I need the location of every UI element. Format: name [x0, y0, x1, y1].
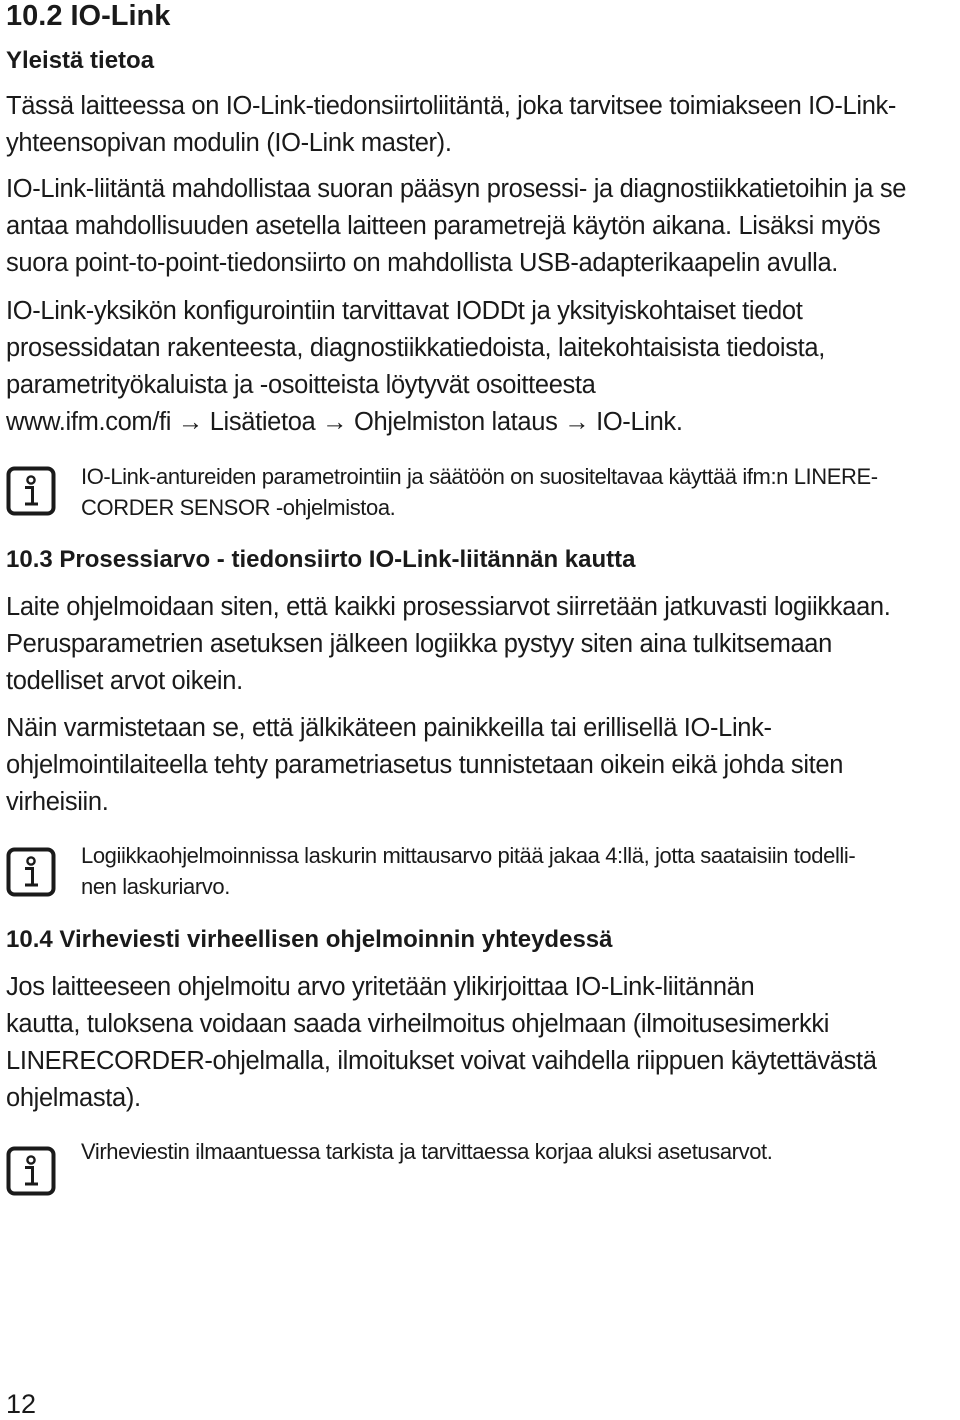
text-line: Laite ohjelmoidaan siten, että kaikki prosessiarvot siirretään jatkuvasti logiikkaan.: [6, 593, 891, 621]
text-line: IO-Link-liitäntä mahdollistaa suoran pääsyn prosessi- ja diagnostiikkatietoihin ja se: [6, 175, 907, 203]
text-line: Logiikkaohjelmoinnissa laskurin mittausarvo pitää jakaa 4:llä, jotta saataisiin todelli-: [81, 843, 856, 868]
section-10-3-heading: 10.3 Prosessiarvo - tiedonsiirto IO-Link-liitännän kautta: [6, 546, 636, 573]
section-10-2-paragraph-3: [6, 293, 825, 441]
text-line: IO-Link-antureiden parametrointiin ja säätöön on suositeltavaa käyttää ifm:n LINERE-: [81, 464, 878, 489]
section-10-3-paragraph-2: [6, 710, 843, 821]
text-line: prosessidatan rakenteesta, diagnostiikkatiedoista, laitekohtaisista tiedoista,: [6, 334, 825, 362]
section-10-2-paragraph-2: [6, 171, 906, 282]
text-line: Jos laitteeseen ohjelmoitu arvo yritetään ylikirjoittaa IO-Link-liitännän: [6, 973, 755, 1001]
text-line: ohjelmointilaiteella tehty parametriasetus tunnistetaan oikein eikä johda siten: [6, 751, 844, 779]
text-line: CORDER SENSOR -ohjelmistoa.: [81, 495, 396, 520]
section-10-3-paragraph-1: [6, 589, 890, 700]
text-line: Tässä laitteessa on IO-Link-tiedonsiirtoliitäntä, joka tarvitsee toimiakseen IO-Link-: [6, 92, 897, 120]
info-icon: [6, 466, 56, 516]
text-line: Perusparametrien asetuksen jälkeen logiikka pystyy siten aina tulkitsemaan: [6, 630, 832, 658]
text-line: ohjelmasta).: [6, 1084, 141, 1112]
text-line: antaa mahdollisuuden asetella laitteen parametrejä käytön aikana. Lisäksi myös: [6, 212, 881, 240]
section-10-2-note: [81, 461, 878, 523]
text-line: todelliset arvot oikein.: [6, 667, 243, 695]
text-line: LINERECORDER-ohjelmalla, ilmoitukset voivat vaihdella riippuen käytettävästä: [6, 1047, 877, 1075]
text-line: parametrityökaluista ja -osoitteista löytyvät osoitteesta: [6, 371, 596, 399]
info-icon: [6, 1146, 56, 1196]
info-icon: [6, 847, 56, 897]
text-line: suora point-to-point-tiedonsiirto on mahdollista USB-adapterikaapelin avulla.: [6, 249, 839, 277]
page-number: 12: [6, 1389, 37, 1419]
text-line: yhteensopivan modulin (IO-Link master).: [6, 129, 452, 157]
text-line: kautta, tuloksena voidaan saada virheilmoitus ohjelmaan (ilmoitusesimerkki: [6, 1010, 830, 1038]
section-10-2-subheading: Yleistä tietoa: [6, 47, 155, 74]
text-line: Virheviestin ilmaantuessa tarkista ja tarvittaessa korjaa aluksi asetusarvot.: [81, 1139, 773, 1164]
text-line: Näin varmistetaan se, että jälkikäteen painikkeilla tai erillisellä IO-Link-: [6, 714, 772, 742]
text-line: nen laskuriarvo.: [81, 874, 230, 899]
section-10-4-note: [81, 1136, 772, 1167]
section-10-4-paragraph-1: [6, 969, 877, 1117]
text-line: www.ifm.com/fi → Lisätietoa → Ohjelmiston lataus → IO-Link.: [6, 408, 683, 436]
section-10-2-heading: 10.2 IO-Link: [6, 0, 171, 32]
section-10-3-note: [81, 840, 855, 902]
text-line: IO-Link-yksikön konfigurointiin tarvittavat IODDt ja yksityiskohtaiset tiedot: [6, 297, 803, 325]
text-line: virheisiin.: [6, 788, 109, 816]
section-10-2-paragraph-1: [6, 88, 896, 162]
section-10-4-heading: 10.4 Virheviesti virheellisen ohjelmoinnin yhteydessä: [6, 926, 613, 953]
